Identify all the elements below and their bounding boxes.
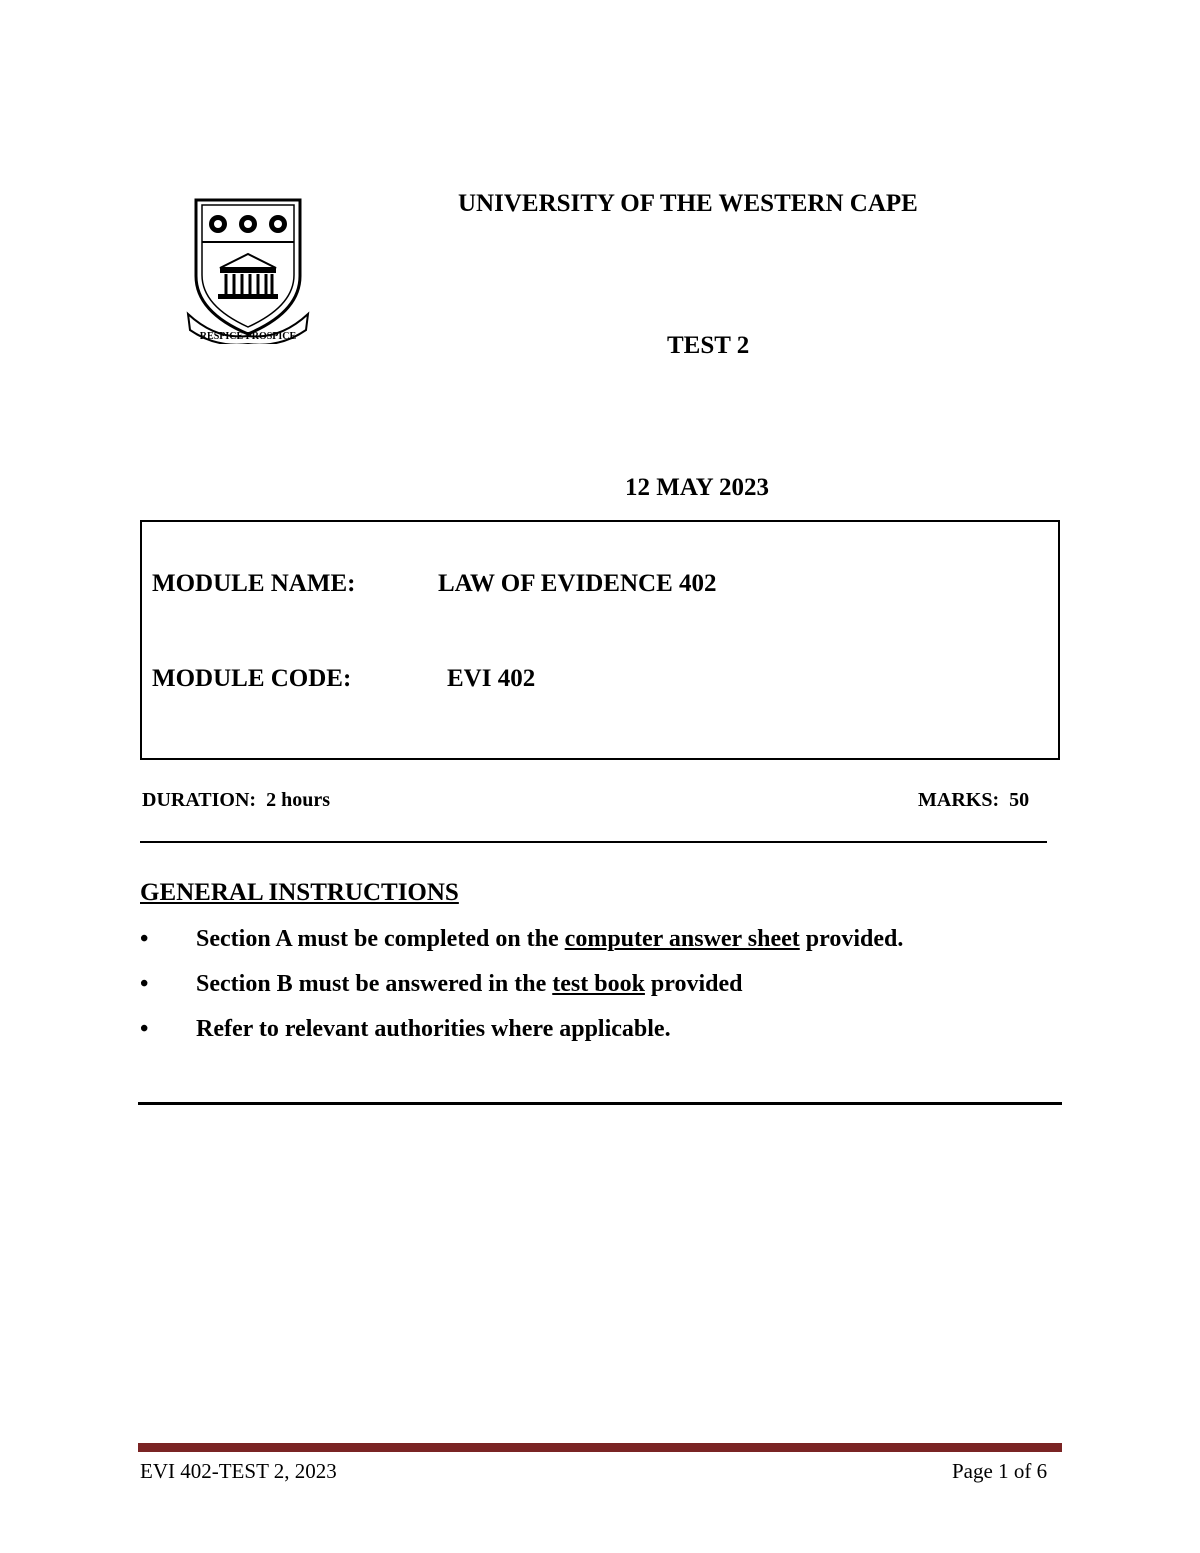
duration-value: 2 hours — [266, 789, 330, 811]
marks — [918, 789, 1029, 812]
test-date: 12 MAY 2023 — [625, 474, 769, 501]
module-code-value: EVI 402 — [447, 665, 536, 692]
module-code-label: MODULE CODE: — [152, 665, 352, 692]
divider-top — [140, 841, 1047, 843]
module-name-value: LAW OF EVIDENCE 402 — [438, 570, 717, 597]
module-name-label: MODULE NAME: — [152, 570, 356, 597]
test-title: TEST 2 — [667, 332, 750, 359]
marks-value: 50 — [1009, 789, 1030, 811]
footer-bar — [138, 1443, 1062, 1452]
marks-label: MARKS: — [918, 789, 1000, 811]
bullet-icon: • — [140, 971, 149, 997]
bullet-icon: • — [140, 1016, 149, 1042]
svg-text:RESPICE PROSPICE: RESPICE PROSPICE — [199, 331, 297, 342]
divider-bottom — [138, 1102, 1062, 1105]
footer-page-number: Page 1 of 6 — [952, 1459, 1048, 1483]
duration-label: DURATION: — [142, 789, 257, 811]
instruction-item: • Section A must be completed on the computer answer sheet provided. — [140, 926, 904, 952]
instructions-title: GENERAL INSTRUCTIONS — [140, 879, 459, 906]
bullet-icon: • — [140, 926, 149, 952]
institution-name: UNIVERSITY OF THE WESTERN CAPE — [458, 190, 918, 217]
instruction-item: • Section B must be answered in the test book provided — [140, 971, 743, 997]
module-info-box — [140, 520, 1060, 760]
instruction-item: • Refer to relevant authorities where applicable. — [140, 1016, 671, 1042]
university-crest-logo — [186, 194, 310, 344]
footer-document-id: EVI 402-TEST 2, 2023 — [140, 1459, 337, 1483]
duration — [142, 789, 330, 812]
